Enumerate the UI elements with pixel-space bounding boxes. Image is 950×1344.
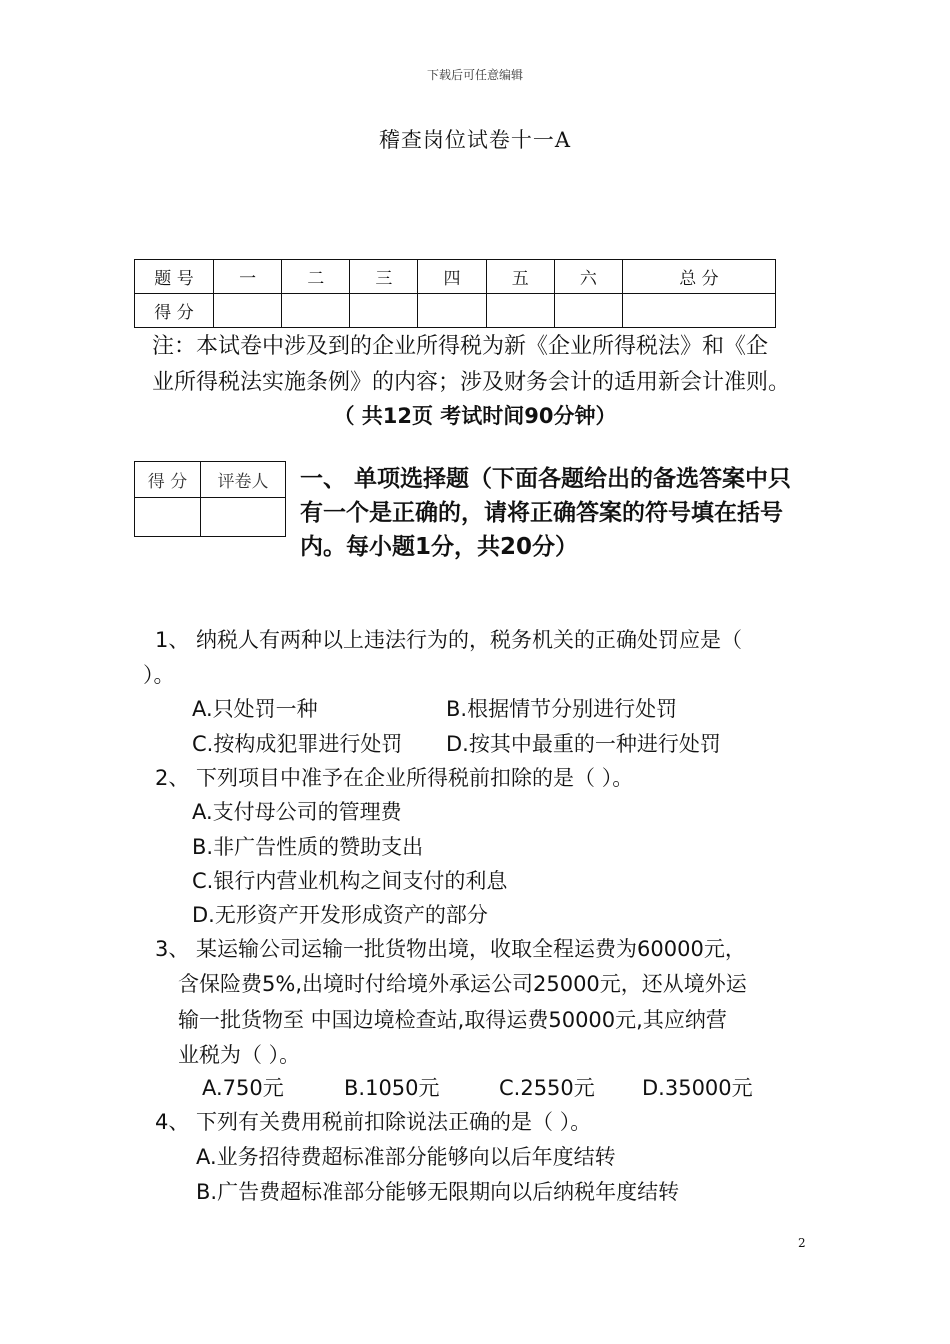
q4-option-b: B.广告费超标准部分能够无限期向以后纳税年度结转 xyxy=(196,1180,680,1204)
grader-table xyxy=(134,461,286,537)
score-cell xyxy=(486,294,554,328)
q1-option-d: D.按其中最重的一种进行处罚 xyxy=(446,732,721,756)
section-heading-line-3: 内。每小题1分，共20分） xyxy=(300,534,579,560)
section-heading-line-2: 有一个是正确的，请将正确答案的符号填在括号 xyxy=(300,500,783,526)
q4-option-a: A.业务招待费超标准部分能够向以后年度结转 xyxy=(196,1145,616,1169)
pages-info: （ 共12页 考试时间90分钟） xyxy=(333,404,617,428)
score-header-cell: 三 xyxy=(350,260,418,294)
score-cell xyxy=(350,294,418,328)
q3-option-c: C.2550元 xyxy=(499,1076,595,1100)
q3-stem-line-4: 业税为（ ）。 xyxy=(178,1043,301,1067)
header-note: 下载后可任意编辑 xyxy=(426,68,523,82)
q2-option-b: B.非广告性质的赞助支出 xyxy=(192,835,424,859)
score-table xyxy=(134,259,776,328)
score-row-label: 得 分 xyxy=(135,294,214,328)
score-header-cell: 一 xyxy=(214,260,282,294)
q2-option-a: A.支付母公司的管理费 xyxy=(192,800,402,824)
score-header-cell: 六 xyxy=(554,260,622,294)
q1-stem-line-2: ）。 xyxy=(143,663,175,687)
score-header-cell: 题 号 xyxy=(135,260,214,294)
score-cell xyxy=(214,294,282,328)
score-header-cell: 四 xyxy=(418,260,486,294)
q4-stem: 4、 下列有关费用税前扣除说法正确的是（ ）。 xyxy=(155,1110,592,1134)
q3-stem-line-3: 输一批货物至 中国边境检查站,取得运费50000元,其应纳营 xyxy=(178,1008,727,1032)
q1-option-a: A.只处罚一种 xyxy=(192,697,318,721)
note-line-1: 注：本试卷中涉及到的企业所得税为新《企业所得税法》和《企 xyxy=(152,334,769,359)
grader-score-cell xyxy=(135,498,201,537)
score-header-cell: 五 xyxy=(486,260,554,294)
grader-score-label: 得 分 xyxy=(135,462,201,498)
score-header-cell: 总 分 xyxy=(622,260,775,294)
page-number: 2 xyxy=(798,1236,806,1250)
exam-title: 稽查岗位试卷十一A xyxy=(378,128,572,152)
score-cell xyxy=(282,294,350,328)
q3-stem-line-2: 含保险费5%,出境时付给境外承运公司25000元，还从境外运 xyxy=(178,972,747,996)
score-cell xyxy=(418,294,486,328)
q3-option-d: D.35000元 xyxy=(642,1076,753,1100)
q1-option-b: B.根据情节分别进行处罚 xyxy=(446,697,678,721)
q2-option-d: D.无形资产开发形成资产的部分 xyxy=(192,903,488,927)
grader-name-cell xyxy=(201,498,286,537)
q1-option-c: C.按构成犯罪进行处罚 xyxy=(192,732,403,756)
score-table-header-row xyxy=(135,260,776,294)
q3-stem-line-1: 3、 某运输公司运输一批货物出境，收取全程运费为60000元， xyxy=(155,937,746,961)
q3-option-b: B.1050元 xyxy=(344,1076,440,1100)
score-table-score-row xyxy=(135,294,776,328)
q1-stem-line-1: 1、 纳税人有两种以上违法行为的，税务机关的正确处罚应是（ xyxy=(155,628,743,652)
score-cell xyxy=(554,294,622,328)
score-header-cell: 二 xyxy=(282,260,350,294)
q2-stem: 2、 下列项目中准予在企业所得税前扣除的是（ ）。 xyxy=(155,766,634,790)
score-cell xyxy=(622,294,775,328)
section-heading-line-1: 一、 单项选择题（下面各题给出的备选答案中只 xyxy=(300,466,792,492)
grader-name-label: 评卷人 xyxy=(201,462,286,498)
q2-option-c: C.银行内营业机构之间支付的利息 xyxy=(192,869,508,893)
q3-option-a: A.750元 xyxy=(202,1076,284,1100)
note-line-2: 业所得税法实施条例》的内容；涉及财务会计的适用新会计准则。 xyxy=(152,370,791,395)
